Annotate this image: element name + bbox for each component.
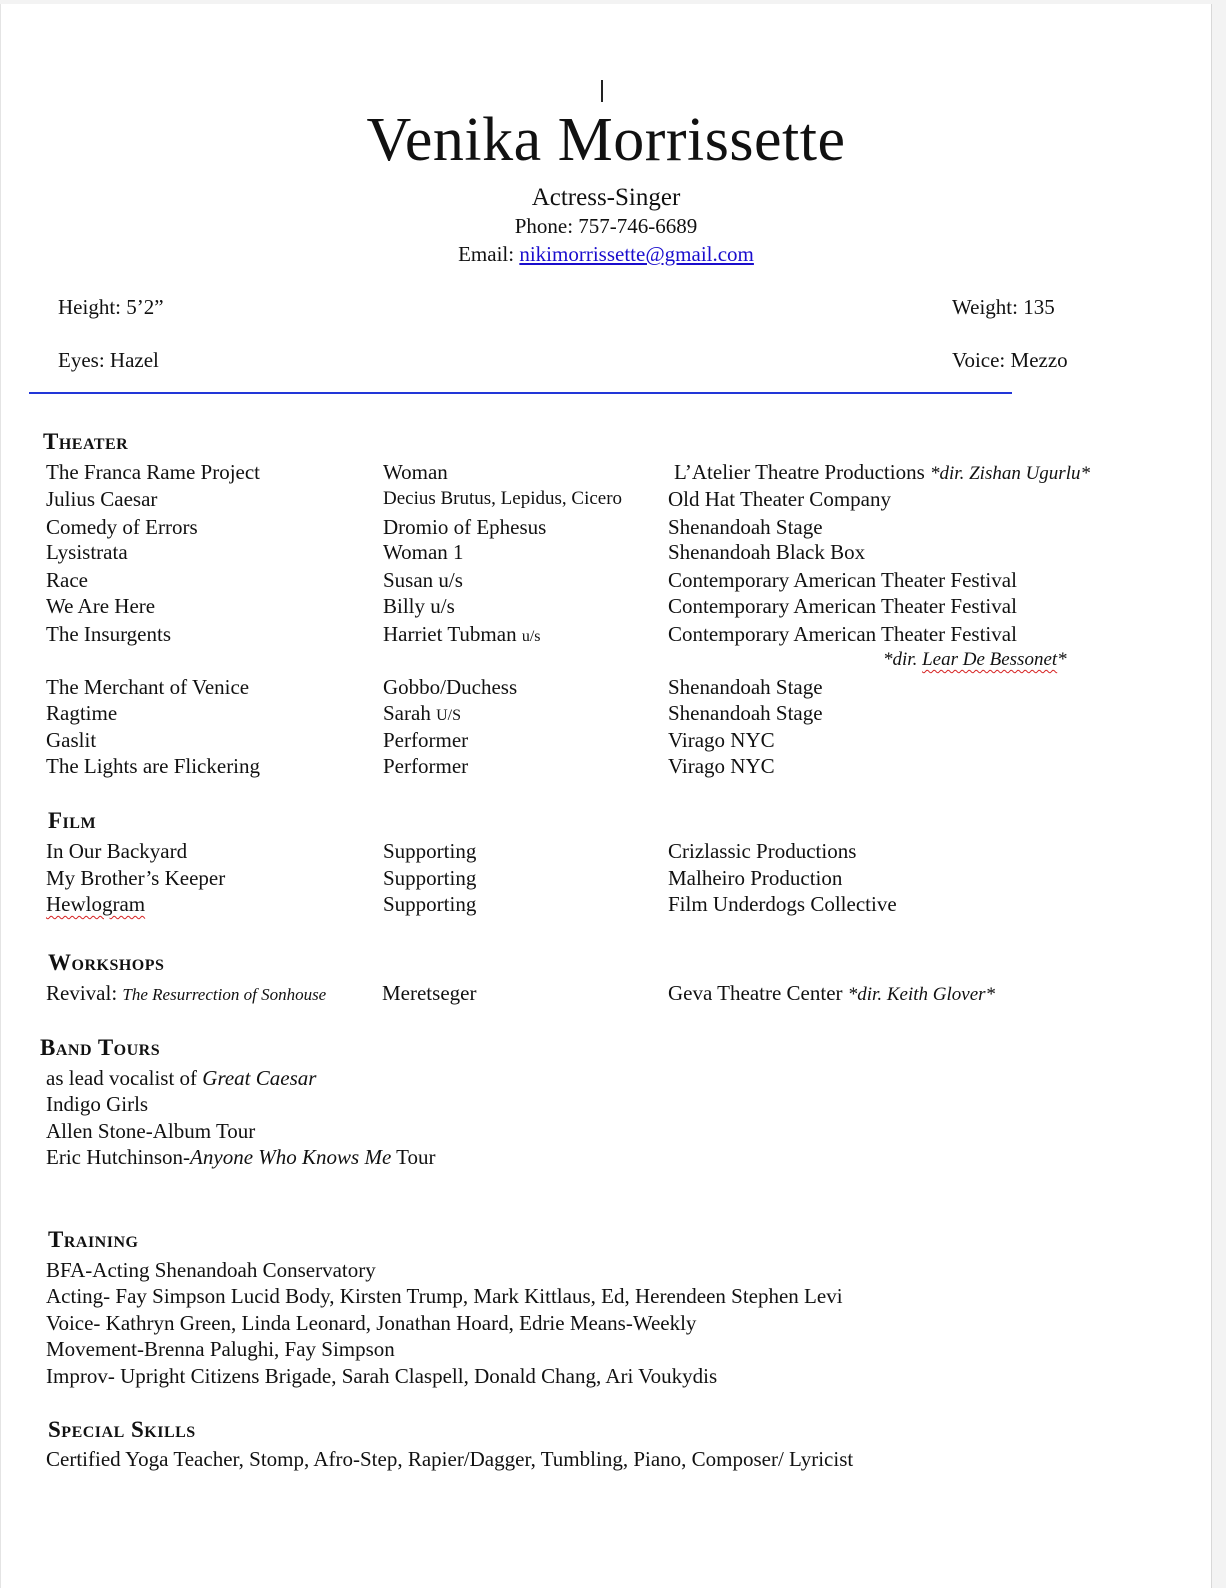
director-prefix: *dir. [883, 649, 923, 670]
training-line: Voice- Kathryn Green, Linda Leonard, Jonathan Hoard, Edrie Means-Weekly [46, 1311, 697, 1335]
email-label: Email: [458, 242, 520, 266]
theater-title: Comedy of Errors [46, 515, 198, 539]
email-line [1, 240, 1211, 268]
band-name: Great Caesar [202, 1066, 317, 1090]
theater-role: Performer [383, 754, 469, 778]
theater-title: Gaslit [46, 728, 97, 752]
actor-subtitle: Actress-Singer [531, 184, 681, 211]
theater-company: Shenandoah Stage [668, 675, 823, 699]
theater-role [383, 621, 541, 650]
theater-title: The Merchant of Venice [46, 675, 250, 699]
theater-role [383, 700, 461, 729]
training-line: Acting- Fay Simpson Lucid Body, Kirsten Trump, Mark Kittlaus, Ed, Herendeen Stephen Levi [46, 1284, 843, 1308]
theater-company: Old Hat Theater Company [668, 487, 891, 511]
film-role: Supporting [383, 866, 477, 890]
band-tour-line [46, 1144, 436, 1170]
film-company: Film Underdogs Collective [668, 892, 897, 916]
theater-company: Virago NYC [668, 754, 775, 778]
theater-company: Shenandoah Stage [668, 701, 823, 725]
band-tour-prefix: Eric Hutchinson- [46, 1145, 191, 1169]
voice-stat: Voice: Mezzo [952, 348, 1068, 372]
height-stat: Height: 5’2” [58, 295, 164, 319]
email-link[interactable]: nikimorrissette@gmail.com [519, 242, 754, 266]
theater-title: Julius Caesar [46, 487, 158, 511]
theater-role: Decius Brutus, Lepidus, Cicero [383, 488, 623, 509]
theater-company: Contemporary American Theater Festival [668, 622, 1017, 646]
insurgents-director [883, 647, 1067, 673]
understudy-tag: u/s [521, 628, 541, 645]
workshop-title [46, 980, 326, 1008]
workshops-heading: Workshops [48, 950, 165, 975]
band-tours-heading: Band Tours [40, 1035, 161, 1060]
theater-company: Contemporary American Theater Festival [668, 594, 1017, 618]
workshop-role: Meretseger [382, 981, 477, 1005]
theater-role: Susan u/s [383, 568, 463, 592]
training-line: Improv- Upright Citizens Brigade, Sarah Claspell, Donald Chang, Ari Voukydis [46, 1364, 718, 1388]
special-skills-text: Certified Yoga Teacher, Stomp, Afro-Step, Rapier/Dagger, Tumbling, Piano, Composer/ Lyricist [46, 1447, 854, 1471]
phone-line: Phone: 757-746-6689 [514, 214, 698, 238]
film-title: My Brother’s Keeper [46, 866, 226, 890]
theater-role: Billy u/s [383, 594, 455, 618]
resume-page [0, 4, 1212, 1588]
director-suffix: * [1057, 649, 1067, 670]
training-heading: Training [48, 1227, 139, 1252]
band-tour-prefix: as lead vocalist of [46, 1066, 203, 1090]
workshop-title-prefix: Revival: [46, 981, 123, 1005]
text-cursor [601, 80, 603, 102]
theater-title: The Lights are Flickering [46, 754, 261, 778]
theater-company: Virago NYC [668, 728, 775, 752]
tour-name: Anyone Who Knows Me [190, 1145, 392, 1169]
band-tour-line: Indigo Girls [46, 1092, 149, 1116]
divider-line [29, 392, 1012, 394]
special-skills-heading: Special Skills [48, 1417, 196, 1442]
film-role: Supporting [383, 839, 477, 863]
theater-director: *dir. Zishan Ugurlu* [930, 463, 1090, 484]
film-title-text: Hewlogram [46, 892, 146, 916]
training-line: Movement-Brenna Palughi, Fay Simpson [46, 1337, 395, 1361]
actor-name: Venika Morrissette [366, 106, 846, 174]
workshop-company-name: Geva Theatre Center [668, 981, 843, 1005]
film-title [46, 891, 145, 917]
theater-role: Performer [383, 728, 469, 752]
workshop-director: *dir. Keith Glover* [847, 984, 996, 1005]
theater-title: Ragtime [46, 701, 118, 725]
workshop-company [668, 980, 995, 1008]
weight-stat: Weight: 135 [952, 295, 1055, 319]
theater-role: Woman [383, 460, 448, 484]
training-line: BFA-Acting Shenandoah Conservatory [46, 1258, 376, 1282]
eyes-stat: Eyes: Hazel [58, 348, 159, 372]
film-role: Supporting [383, 892, 477, 916]
film-heading: Film [48, 808, 97, 833]
theater-company-name: L’Atelier Theatre Productions [674, 460, 925, 484]
band-tour-line [46, 1065, 316, 1091]
theater-company [674, 459, 1090, 487]
theater-role-name: Sarah [383, 701, 431, 725]
film-company: Crizlassic Productions [668, 839, 857, 863]
band-tour-line: Allen Stone-Album Tour [46, 1119, 256, 1143]
film-title: In Our Backyard [46, 839, 188, 863]
director-name: Lear De Bessonet [922, 649, 1058, 670]
theater-role-name: Harriet Tubman [383, 622, 517, 646]
theater-title: Lysistrata [46, 540, 128, 564]
theater-role: Woman 1 [383, 540, 464, 564]
theater-title: Race [46, 568, 88, 592]
theater-title: The Insurgents [46, 622, 172, 646]
band-tour-suffix: Tour [391, 1145, 436, 1169]
understudy-tag: U/S [436, 707, 461, 724]
theater-title: We Are Here [46, 594, 156, 618]
theater-company: Contemporary American Theater Festival [668, 568, 1017, 592]
theater-role: Dromio of Ephesus [383, 515, 547, 539]
film-company: Malheiro Production [668, 866, 843, 890]
theater-company: Shenandoah Stage [668, 515, 823, 539]
workshop-title-italic: The Resurrection of Sonhouse [122, 985, 327, 1004]
theater-company: Shenandoah Black Box [668, 540, 866, 564]
theater-role: Gobbo/Duchess [383, 675, 518, 699]
theater-title: The Franca Rame Project [46, 460, 260, 484]
theater-heading: Theater [43, 429, 129, 454]
